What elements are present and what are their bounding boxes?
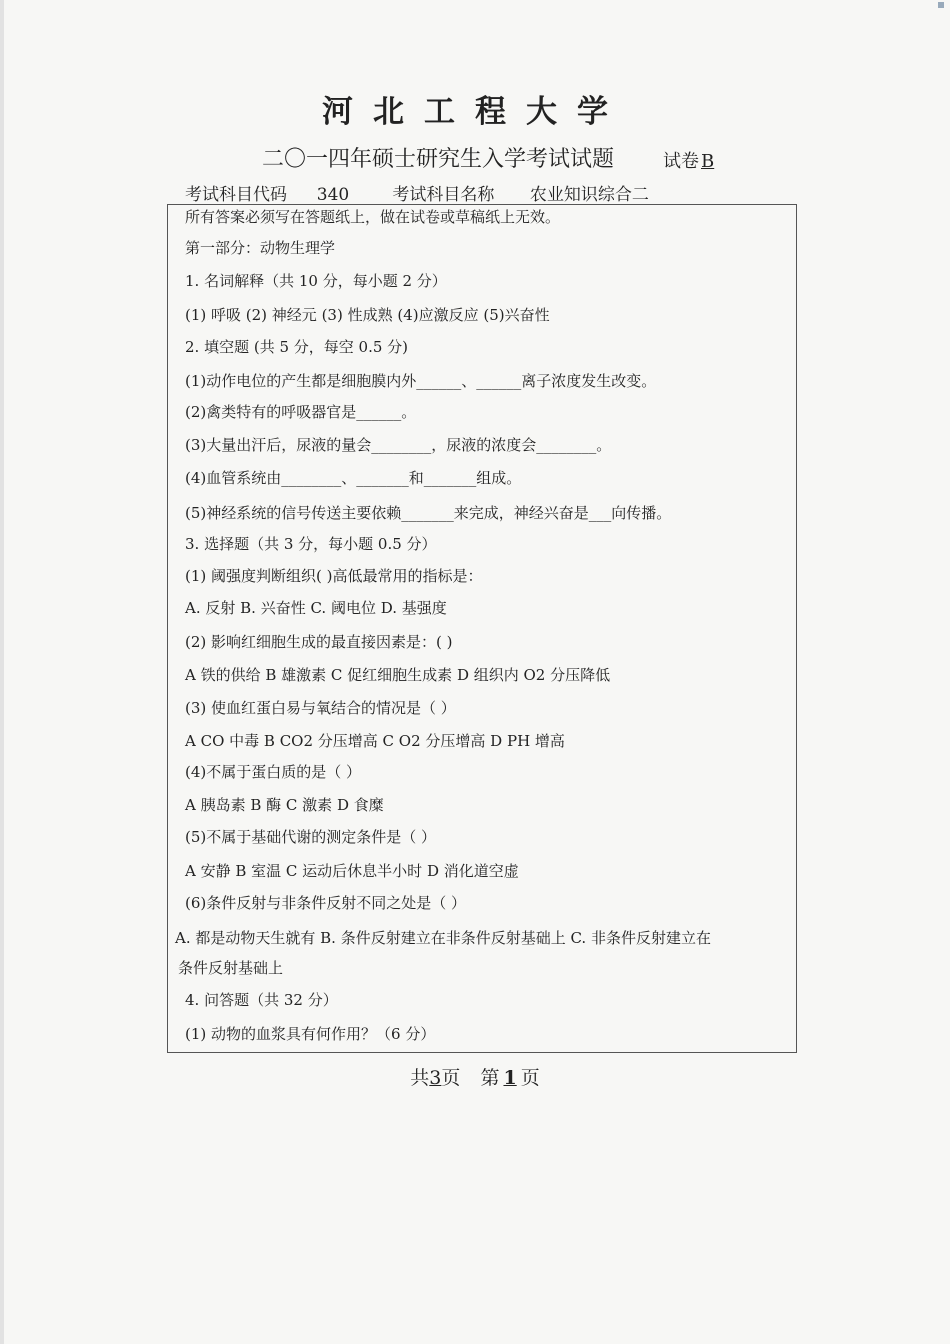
question-line: (1)动作电位的产生都是细胞膜内外______、______离子浓度发生改变。 [185,372,657,390]
question-line: (1) 阈强度判断组织( )高低最常用的指标是： [185,567,483,585]
question-line: (2)禽类特有的呼吸器官是______。 [185,403,417,421]
option-line: A. 反射 B. 兴奋性 C. 阈电位 D. 基强度 [185,599,447,617]
option-line: A 铁的供给 B 雄激素 C 促红细胞生成素 D 组织内 O2 分压降低 [185,666,611,684]
option-line: A CO 中毒 B CO2 分压增高 C O2 分压增高 D PH 增高 [185,732,565,750]
exam-title: 二〇一四年硕士研究生入学考试试题 [262,147,615,172]
scan-edge [0,0,4,1344]
footer-page-prefix: 第 [480,1067,500,1089]
question-heading: 3. 选择题（共 3 分，每小题 0.5 分） [185,535,437,553]
option-line: A 胰岛素 B 酶 C 激素 D 食糜 [185,796,384,814]
question-line: (6)条件反射与非条件反射不同之处是（ ） [185,894,467,912]
paper-version [663,147,718,173]
footer-total-pages: 3 [429,1067,442,1089]
footer-total-prefix: 共 [410,1067,430,1089]
question-heading: 1. 名词解释（共 10 分，每小题 2 分） [185,272,447,290]
question-line: (5)不属于基础代谢的测定条件是（ ） [185,828,437,846]
instruction-line: 所有答案必须写在答题纸上，做在试卷或草稿纸上无效。 [185,208,561,226]
option-line: 条件反射基础上 [178,959,284,977]
question-line: (3)大量出汗后，尿液的量会________，尿液的浓度会________。 [185,436,612,454]
section-title: 第一部分：动物生理学 [185,239,336,257]
option-line: A. 都是动物天生就有 B. 条件反射建立在非条件反射基础上 C. 非条件反射建立在 [175,929,711,947]
question-line: (4)不属于蛋白质的是（ ） [185,763,362,781]
footer-page-number: 1 [503,1067,517,1089]
scan-mark [938,2,944,8]
question-line: (5)神经系统的信号传送主要依赖_______来完成，神经兴奋是___向传播。 [185,504,672,522]
question-line: (3) 使血红蛋白易与氧结合的情况是（ ） [185,699,456,717]
question-heading: 2. 填空题 (共 5 分，每空 0.5 分) [185,338,409,356]
footer-page-suffix: 页 [520,1067,540,1089]
paper-value: B [701,151,715,172]
subject-name: 农业知识综合二 [494,186,684,205]
question-line: (4)血管系统由________、_______和_______组成。 [185,469,522,487]
question-line: (1) 动物的血浆具有何作用？（6 分） [185,1025,436,1043]
answer-box [167,204,797,1053]
question-line: (1) 呼吸 (2) 神经元 (3) 性成熟 (4)应激反应 (5)兴奋性 [185,306,550,324]
paper-label: 试卷 [663,151,699,172]
subject-name-label: 考试科目名称 [392,185,495,205]
subject-code: 340 [287,186,379,205]
subject-info [185,180,684,205]
option-line: A 安静 B 室温 C 运动后休息半小时 D 消化道空虚 [185,862,519,880]
subject-code-label: 考试科目代码 [185,185,287,205]
university-title: 河北工程大学 [322,94,628,130]
footer-total-suffix: 页 [441,1067,461,1089]
question-line: (2) 影响红细胞生成的最直接因素是：( ) [185,633,453,651]
page-footer [0,1063,950,1090]
question-heading: 4. 问答题（共 32 分） [185,991,338,1009]
